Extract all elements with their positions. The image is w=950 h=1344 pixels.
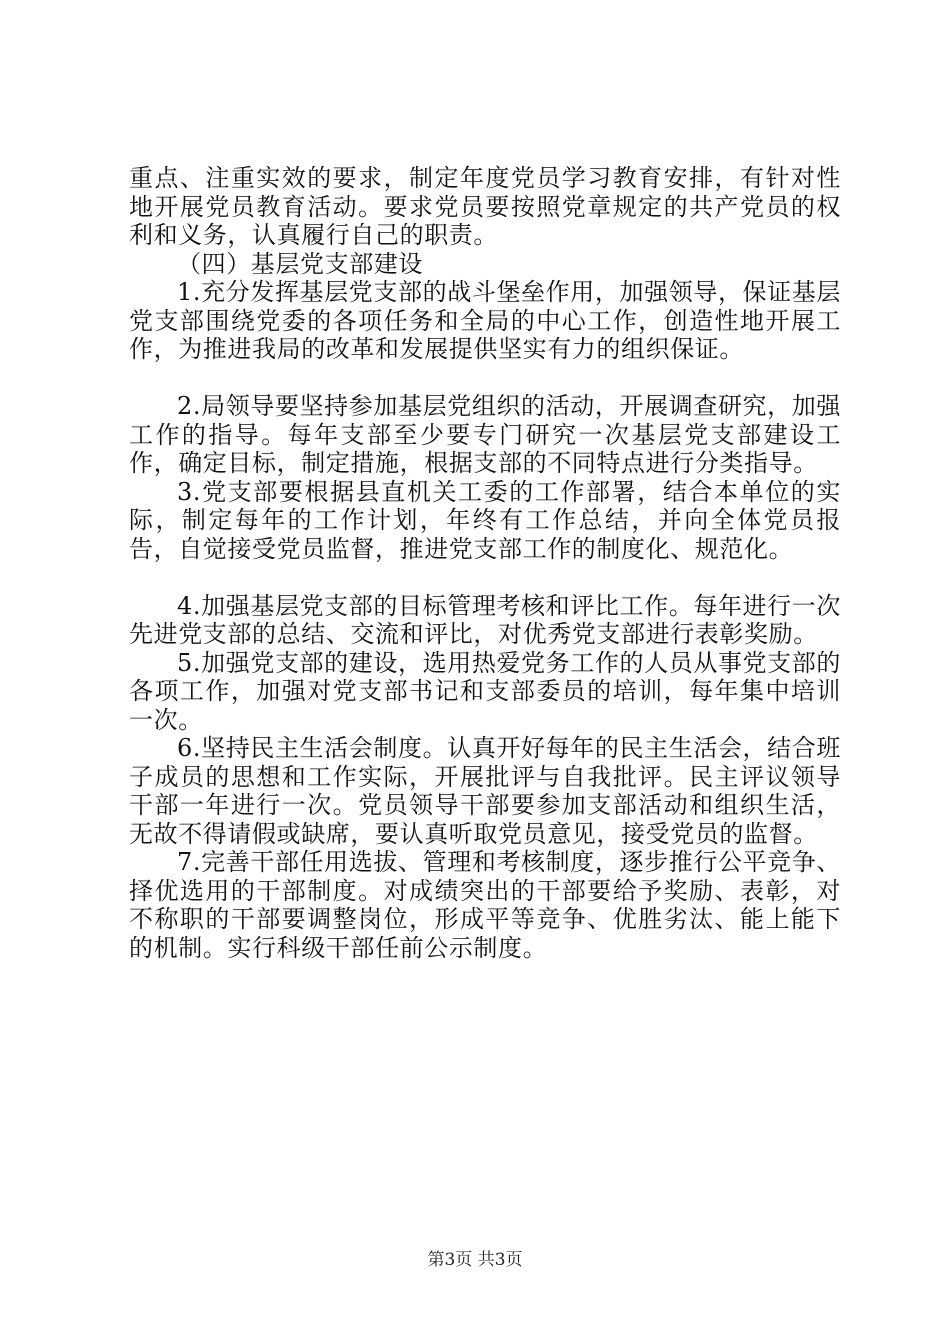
- paragraph-education-continued: 重点、注重实效的要求，制定年度党员学习教育安排，有针对性地开展党员教育活动。要求党员要按照党章规定的共产党员的权利和义务，认真履行自己的职责。: [129, 164, 841, 249]
- paragraph-item-4: 4.加强基层党支部的目标管理考核和评比工作。每年进行一次先进党支部的总结、交流和评比，对优秀党支部进行表彰奖励。: [129, 591, 841, 648]
- section-heading-branch-construction: （四）基层党支部建设: [177, 249, 423, 278]
- document-body: [129, 164, 841, 962]
- page-footer: 第3页 共3页: [427, 1250, 523, 1270]
- paragraph-item-5: 5.加强党支部的建设，选用热爱党务工作的人员从事党支部的各项工作，加强对党支部书记和支部委员的培训，每年集中培训一次。: [129, 648, 841, 734]
- paragraph-item-6: 6.坚持民主生活会制度。认真开好每年的民主生活会，结合班子成员的思想和工作实际，开展批评与自我批评。民主评议领导干部一年进行一次。党员领导干部要参加支部活动和组织生活，无故不得请假或缺席，要认真听取党员意见，接受党员的监督。: [129, 734, 841, 848]
- paragraph-item-2: 2.局领导要坚持参加基层党组织的活动，开展调查研究，加强工作的指导。每年支部至少要专门研究一次基层党支部建设工作，确定目标，制定措施，根据支部的不同特点进行分类指导。: [129, 392, 841, 477]
- paragraph-item-1: 1.充分发挥基层党支部的战斗堡垒作用，加强领导，保证基层党支部围绕党委的各项任务和全局的中心工作，创造性地开展工作，为推进我局的改革和发展提供坚实有力的组织保证。: [129, 278, 841, 363]
- paragraph-item-3: 3.党支部要根据县直机关工委的工作部署，结合本单位的实际，制定每年的工作计划，年终有工作总结，并向全体党员报告，自觉接受党员监督，推进党支部工作的制度化、规范化。: [129, 477, 841, 563]
- paragraph-item-7: 7.完善干部任用选拔、管理和考核制度，逐步推行公平竞争、择优选用的干部制度。对成绩突出的干部要给予奖励、表彰，对不称职的干部要调整岗位，形成平等竞争、优胜劣汰、能上能下的机制。实行科级干部任前公示制度。: [129, 848, 841, 962]
